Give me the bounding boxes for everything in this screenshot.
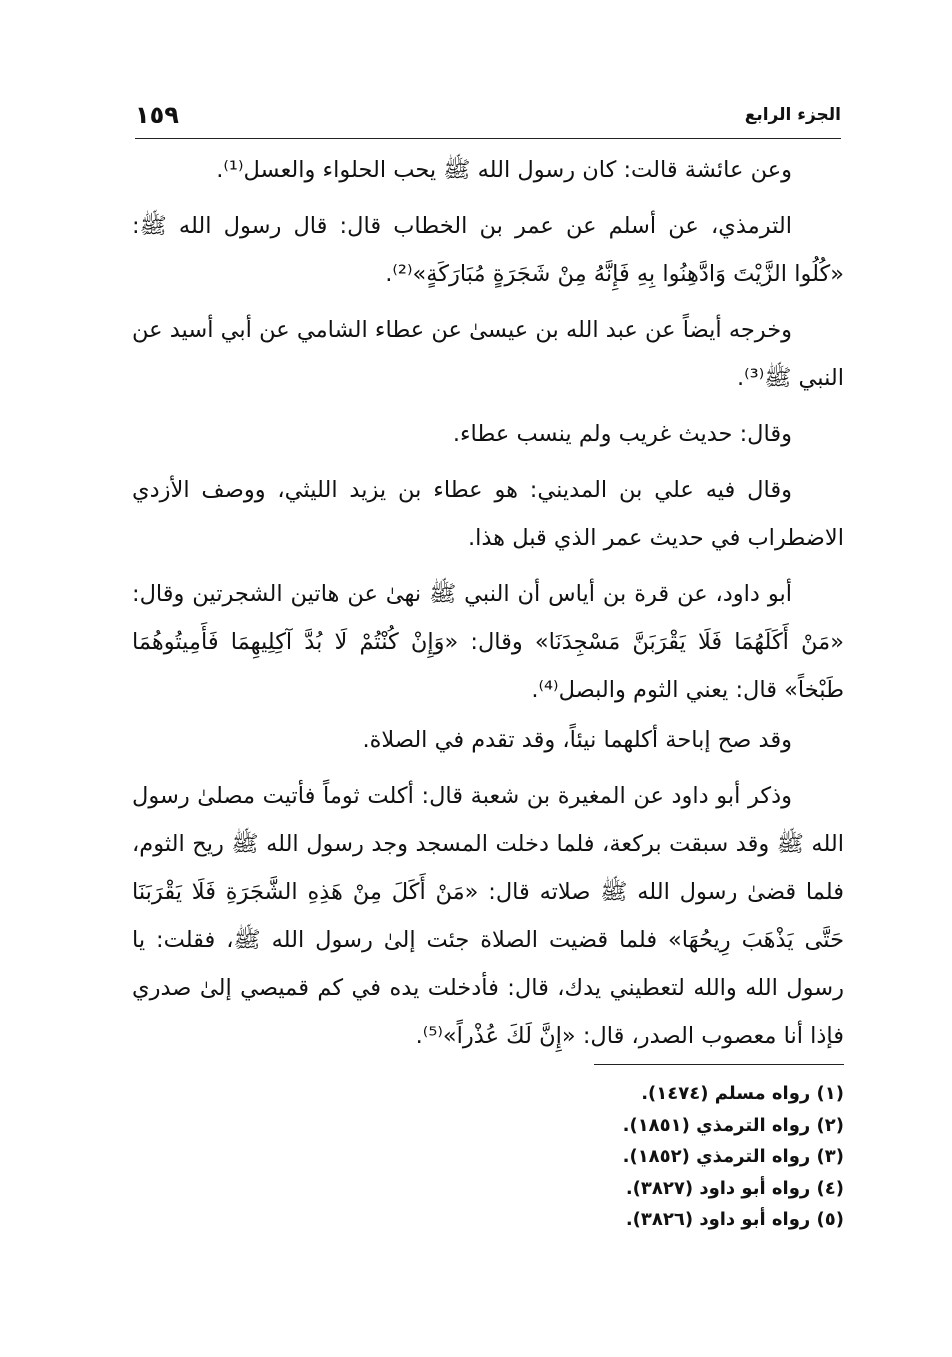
paragraph: وخرجه أيضاً عن عبد الله بن عيسىٰ عن عطاء الشامي عن أبي أسيد عن النبي ﷺ⁽³⁾. xyxy=(132,317,844,391)
footnote: (٥) رواه أبو داود (٣٨٢٦). xyxy=(625,1209,844,1230)
paragraph: أبو داود، عن قرة بن أياس أن النبي ﷺ نهىٰ عن هاتين الشجرتين وقال: «مَنْ أَكَلَهُمَا فَلَا يَقْرَبَنَّ مَسْجِدَنَا» وقال: «وَإِنْ كُنْتُمْ لَا بُدَّ آكِلِيهِمَا فَأَمِيتُوهُمَا طَبْخاً» قال: يعني الثوم والبصل⁽⁴⁾. xyxy=(132,581,844,703)
paragraph: وقد صح إباحة أكلهما نيئاً، وقد تقدم في الصلاة. xyxy=(362,727,792,753)
footnote: (٣) رواه الترمذي (١٨٥٢). xyxy=(622,1146,844,1167)
footnote: (٢) رواه الترمذي (١٨٥١). xyxy=(622,1114,844,1136)
footnote: (١) رواه مسلم (١٤٧٤). xyxy=(641,1083,844,1104)
page-number: ١٥٩ xyxy=(135,101,179,129)
footnotes xyxy=(424,1078,844,1236)
running-head: الجزء الرابع xyxy=(744,105,841,125)
main-text xyxy=(132,146,844,1068)
footnote: (٤) رواه أبو داود (٣٨٢٧). xyxy=(625,1177,844,1199)
paragraph: الترمذي، عن أسلم عن عمر بن الخطاب قال: قال رسول الله ﷺ: «كُلُوا الزَّيْتَ وَادَّهِنُوا بِهِ فَإِنَّهُ مِنْ شَجَرَةٍ مُبَارَكَةٍ»⁽²⁾. xyxy=(132,213,844,287)
paragraph: وعن عائشة قالت: كان رسول الله ﷺ يحب الحلواء والعسل⁽¹⁾. xyxy=(216,157,792,183)
footnote-divider xyxy=(594,1064,844,1065)
paragraph: وذكر أبو داود عن المغيرة بن شعبة قال: أكلت ثوماً فأتيت مصلىٰ رسول الله ﷺ وقد سبقت بركعة، فلما دخلت المسجد وجد رسول الله ﷺ ريح الثوم، فلما قضىٰ رسول الله ﷺ صلاته قال: «مَنْ أَكَلَ مِنْ هَذِهِ الشَّجَرَةِ فَلَا يَقْرَبَنَا حَتَّى يَذْهَبَ رِيحُهَا» فلما قضيت الصلاة جئت إلىٰ رسول الله ﷺ، فقلت: يا رسول الله والله لتعطيني يدك، قال: فأدخلت يده في كم قميصي إلىٰ صدري فإذا أنا معصوب الصدر، قال: «إِنَّ لَكَ عُذْراً»⁽⁵⁾. xyxy=(132,783,844,1049)
page-header xyxy=(135,92,841,139)
paragraph: وقال: حديث غريب ولم ينسب عطاء. xyxy=(452,421,792,447)
paragraph: وقال فيه علي بن المديني: هو عطاء بن يزيد الليثي، ووصف الأزدي الاضطراب في حديث عمر الذي قبل هذا. xyxy=(132,477,844,551)
